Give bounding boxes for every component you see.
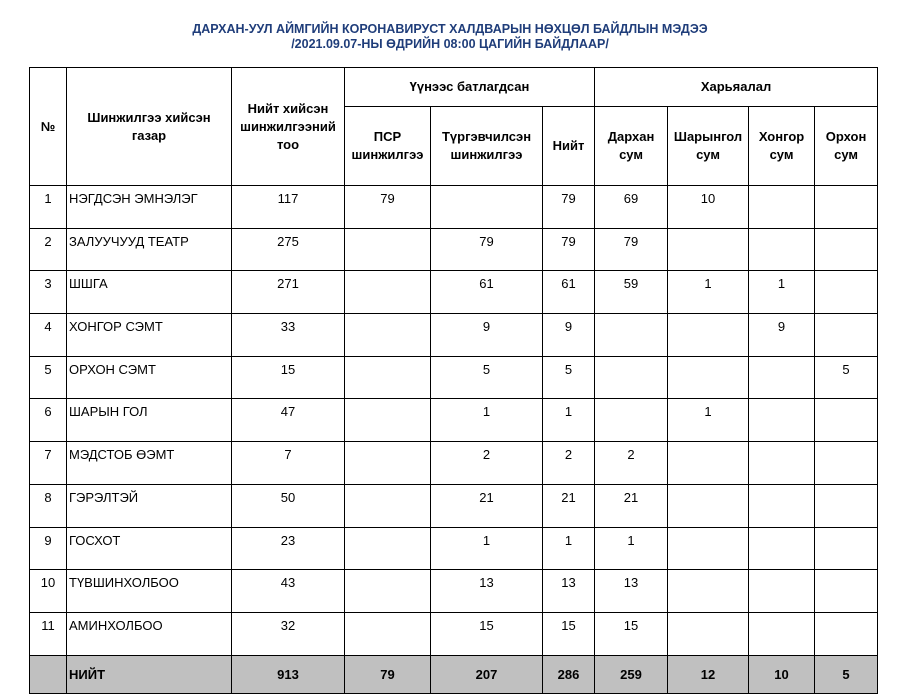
cell-rapid	[431, 186, 543, 229]
cell-rapid: 5	[431, 356, 543, 399]
cell-place: ШАРЫН ГОЛ	[67, 399, 232, 442]
totals-darkhan: 259	[595, 655, 668, 693]
cell-tests: 271	[232, 271, 345, 314]
cell-orkhon	[815, 399, 878, 442]
report-title-line2: /2021.09.07-НЫ ӨДРИЙН 08:00 ЦАГИЙН БАЙДЛААР/	[291, 37, 609, 51]
table-row	[30, 527, 878, 570]
cell-place: ОРХОН СЭМТ	[67, 356, 232, 399]
header-orkhon: Орхон сум	[815, 107, 878, 186]
header-jurisdiction-group: Харьяалал	[595, 68, 878, 107]
cell-confirmed: 13	[543, 570, 595, 613]
cell-orkhon	[815, 314, 878, 357]
cell-tests: 33	[232, 314, 345, 357]
cell-no: 8	[30, 484, 67, 527]
cell-pcr	[345, 612, 431, 655]
cell-no: 7	[30, 442, 67, 485]
cell-sharyngol: 1	[668, 399, 749, 442]
header-total-tests: Нийт хийсэн шинжилгээний тоо	[232, 68, 345, 186]
cell-no: 2	[30, 228, 67, 271]
cell-khongor	[749, 356, 815, 399]
cell-khongor	[749, 612, 815, 655]
cell-place: АМИНХОЛБОО	[67, 612, 232, 655]
totals-tests: 913	[232, 655, 345, 693]
cell-orkhon	[815, 186, 878, 229]
cell-place: ГЭРЭЛТЭЙ	[67, 484, 232, 527]
header-no: №	[30, 68, 67, 186]
cell-orkhon	[815, 271, 878, 314]
totals-row	[30, 655, 878, 693]
cell-darkhan: 1	[595, 527, 668, 570]
cell-rapid: 13	[431, 570, 543, 613]
header-place: Шинжилгээ хийсэн газар	[67, 68, 232, 186]
cell-rapid: 1	[431, 527, 543, 570]
table-row	[30, 314, 878, 357]
header-rapid: Түргэвчилсэн шинжилгээ	[431, 107, 543, 186]
cell-rapid: 2	[431, 442, 543, 485]
cell-orkhon	[815, 228, 878, 271]
cell-rapid: 15	[431, 612, 543, 655]
cell-no: 10	[30, 570, 67, 613]
cell-pcr	[345, 442, 431, 485]
totals-confirmed: 286	[543, 655, 595, 693]
cell-sharyngol	[668, 570, 749, 613]
cell-khongor	[749, 186, 815, 229]
cell-no: 3	[30, 271, 67, 314]
cell-place: ХОНГОР СЭМТ	[67, 314, 232, 357]
cell-confirmed: 9	[543, 314, 595, 357]
report-title-line1: ДАРХАН-УУЛ АЙМГИЙН КОРОНАВИРУСТ ХАЛДВАРЫН НӨХЦӨЛ БАЙДЛЫН МЭДЭЭ	[192, 22, 708, 36]
cell-place: ШШГА	[67, 271, 232, 314]
table-body	[30, 186, 878, 656]
cell-khongor	[749, 442, 815, 485]
cell-tests: 47	[232, 399, 345, 442]
cell-pcr	[345, 314, 431, 357]
table-row	[30, 271, 878, 314]
cell-darkhan: 69	[595, 186, 668, 229]
cell-rapid: 21	[431, 484, 543, 527]
cell-confirmed: 1	[543, 527, 595, 570]
report-title	[0, 22, 900, 52]
totals-sharyngol: 12	[668, 655, 749, 693]
cell-orkhon	[815, 612, 878, 655]
cell-confirmed: 79	[543, 228, 595, 271]
table-row	[30, 356, 878, 399]
table-row	[30, 228, 878, 271]
cell-sharyngol	[668, 314, 749, 357]
totals-khongor: 10	[749, 655, 815, 693]
cell-no: 5	[30, 356, 67, 399]
cell-darkhan: 15	[595, 612, 668, 655]
cell-darkhan	[595, 314, 668, 357]
cell-sharyngol	[668, 527, 749, 570]
cell-orkhon	[815, 570, 878, 613]
cell-pcr	[345, 356, 431, 399]
cell-darkhan: 59	[595, 271, 668, 314]
cell-rapid: 79	[431, 228, 543, 271]
cell-no: 6	[30, 399, 67, 442]
cell-place: НЭГДСЭН ЭМНЭЛЭГ	[67, 186, 232, 229]
cell-khongor	[749, 484, 815, 527]
cell-pcr	[345, 399, 431, 442]
cell-no: 1	[30, 186, 67, 229]
cell-tests: 7	[232, 442, 345, 485]
cell-confirmed: 1	[543, 399, 595, 442]
header-sharyngol: Шарынгол сум	[668, 107, 749, 186]
cell-confirmed: 2	[543, 442, 595, 485]
cell-sharyngol: 10	[668, 186, 749, 229]
cell-orkhon: 5	[815, 356, 878, 399]
cell-tests: 50	[232, 484, 345, 527]
cell-sharyngol: 1	[668, 271, 749, 314]
cell-khongor	[749, 228, 815, 271]
cell-confirmed: 15	[543, 612, 595, 655]
cell-khongor	[749, 527, 815, 570]
cell-tests: 117	[232, 186, 345, 229]
header-khongor: Хонгор сум	[749, 107, 815, 186]
totals-no	[30, 655, 67, 693]
cell-tests: 32	[232, 612, 345, 655]
cell-place: МЭДСТОБ ӨЭМТ	[67, 442, 232, 485]
totals-label: НИЙТ	[67, 655, 232, 693]
cell-rapid: 9	[431, 314, 543, 357]
cell-khongor	[749, 570, 815, 613]
cell-place: ТҮВШИНХОЛБОО	[67, 570, 232, 613]
cell-pcr	[345, 570, 431, 613]
cell-darkhan	[595, 356, 668, 399]
cell-darkhan: 21	[595, 484, 668, 527]
cell-no: 9	[30, 527, 67, 570]
cell-sharyngol	[668, 612, 749, 655]
cell-rapid: 1	[431, 399, 543, 442]
cell-sharyngol	[668, 442, 749, 485]
cell-khongor	[749, 399, 815, 442]
totals-pcr: 79	[345, 655, 431, 693]
cell-pcr: 79	[345, 186, 431, 229]
cell-confirmed: 79	[543, 186, 595, 229]
cell-rapid: 61	[431, 271, 543, 314]
header-confirmed-total: Нийт	[543, 107, 595, 186]
cell-place: ГОСХОТ	[67, 527, 232, 570]
cell-orkhon	[815, 442, 878, 485]
covid-report-table	[29, 67, 878, 694]
header-confirmed-group: Үүнээс батлагдсан	[345, 68, 595, 107]
table-row	[30, 442, 878, 485]
cell-darkhan: 2	[595, 442, 668, 485]
cell-confirmed: 5	[543, 356, 595, 399]
cell-no: 4	[30, 314, 67, 357]
cell-tests: 43	[232, 570, 345, 613]
cell-sharyngol	[668, 484, 749, 527]
cell-pcr	[345, 228, 431, 271]
cell-darkhan: 79	[595, 228, 668, 271]
table-row	[30, 186, 878, 229]
table-row	[30, 570, 878, 613]
totals-orkhon: 5	[815, 655, 878, 693]
header-darkhan: Дархан сум	[595, 107, 668, 186]
cell-no: 11	[30, 612, 67, 655]
cell-tests: 275	[232, 228, 345, 271]
cell-tests: 23	[232, 527, 345, 570]
cell-darkhan: 13	[595, 570, 668, 613]
cell-tests: 15	[232, 356, 345, 399]
header-pcr: ПСР шинжилгээ	[345, 107, 431, 186]
table-row	[30, 484, 878, 527]
header-row-group	[30, 68, 878, 107]
cell-orkhon	[815, 484, 878, 527]
cell-pcr	[345, 484, 431, 527]
cell-confirmed: 61	[543, 271, 595, 314]
cell-sharyngol	[668, 356, 749, 399]
cell-khongor: 1	[749, 271, 815, 314]
totals-rapid: 207	[431, 655, 543, 693]
cell-confirmed: 21	[543, 484, 595, 527]
cell-sharyngol	[668, 228, 749, 271]
cell-pcr	[345, 271, 431, 314]
table-row	[30, 612, 878, 655]
cell-khongor: 9	[749, 314, 815, 357]
table-row	[30, 399, 878, 442]
cell-orkhon	[815, 527, 878, 570]
cell-pcr	[345, 527, 431, 570]
cell-place: ЗАЛУУЧУУД ТЕАТР	[67, 228, 232, 271]
cell-darkhan	[595, 399, 668, 442]
